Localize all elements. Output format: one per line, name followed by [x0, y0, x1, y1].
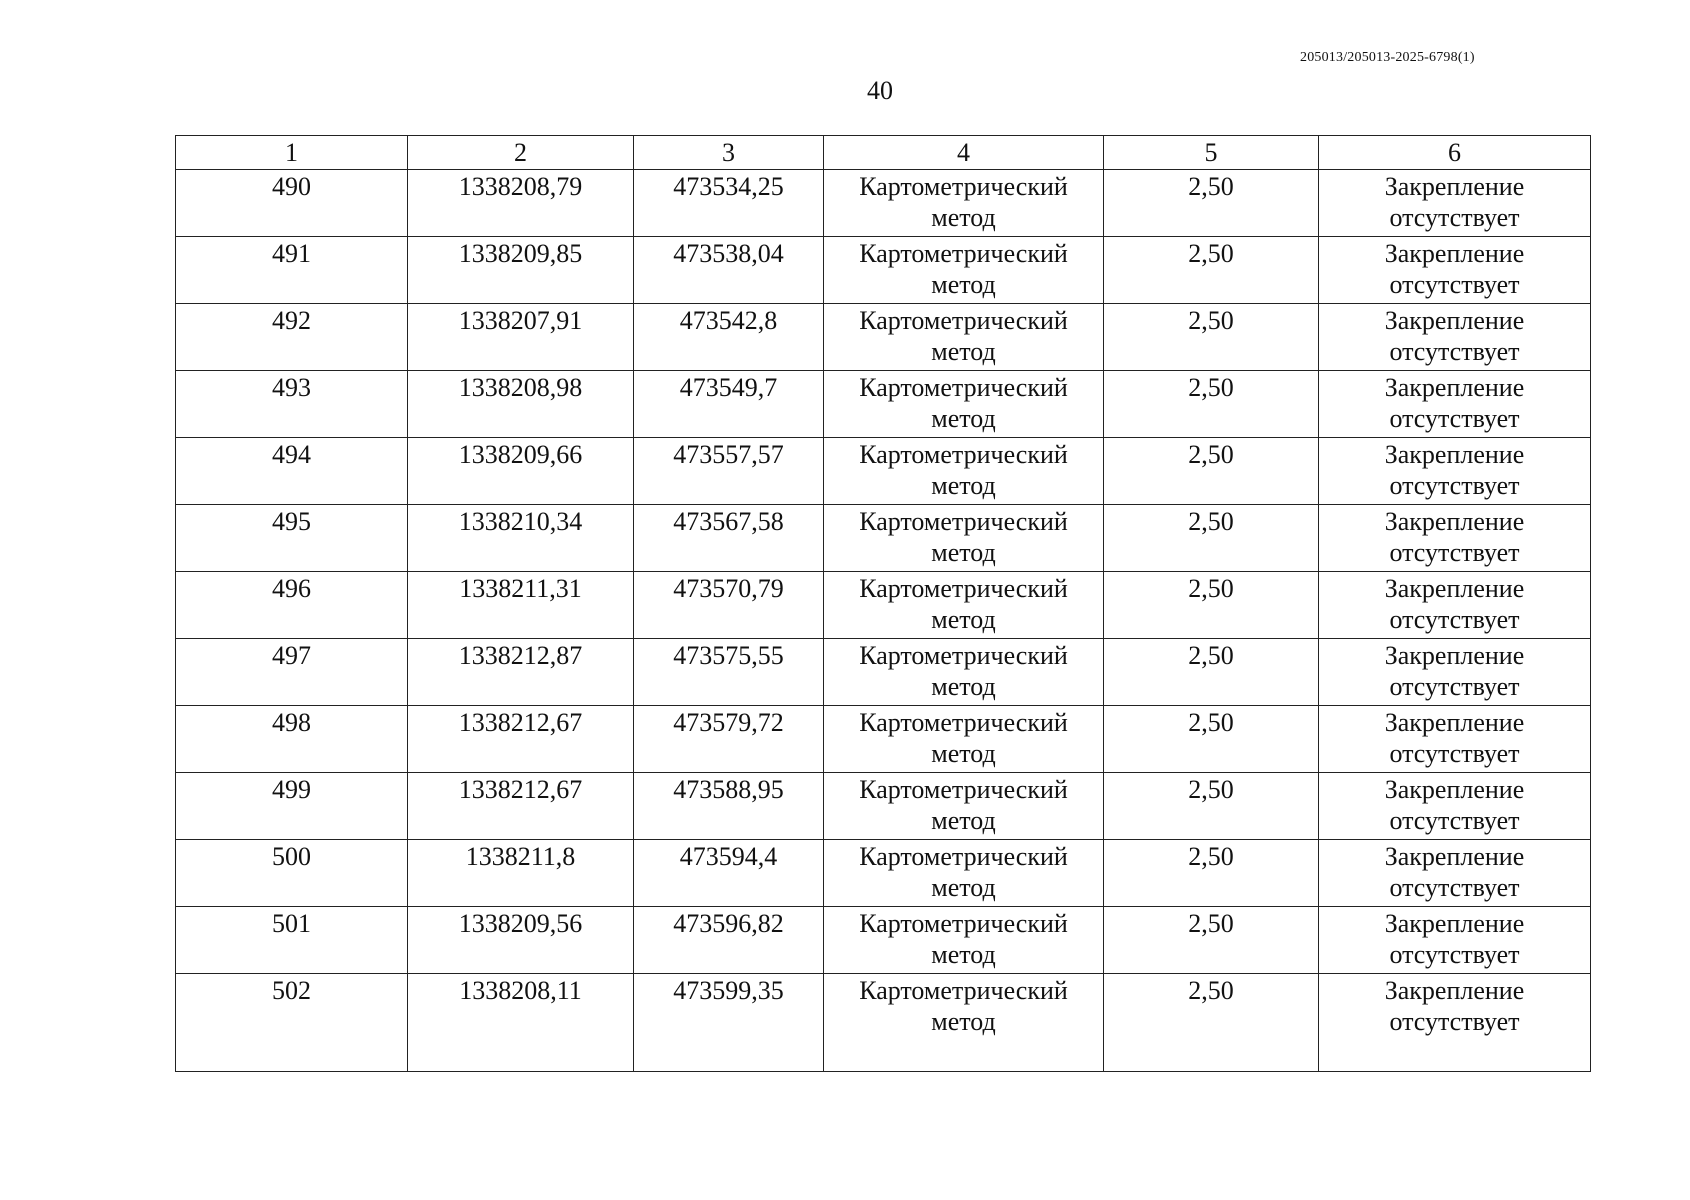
- accuracy-cell-text: 2,50: [1188, 574, 1234, 603]
- point-number-cell: [176, 639, 408, 706]
- y-coordinate-cell: [634, 170, 824, 237]
- fixing-description-cell: [1319, 371, 1591, 438]
- x-coordinate-cell-text: 1338207,91: [458, 306, 583, 335]
- method-cell: [824, 974, 1104, 1072]
- table-body: [176, 170, 1591, 1072]
- point-number-cell-text: 502: [272, 976, 311, 1005]
- point-number-cell-text: 493: [272, 373, 311, 402]
- x-coordinate-cell-text: 1338212,67: [458, 708, 583, 737]
- accuracy-cell-text: 2,50: [1188, 373, 1234, 402]
- point-number-cell: [176, 237, 408, 304]
- point-number-cell-text: 496: [272, 574, 311, 603]
- accuracy-cell: [1104, 371, 1319, 438]
- method-cell: [824, 773, 1104, 840]
- y-coordinate-cell: [634, 304, 824, 371]
- fixing-description-cell-text: Закрепление отсутствует: [1384, 909, 1525, 969]
- point-number-cell: [176, 170, 408, 237]
- fixing-description-cell-text: Закрепление отсутствует: [1384, 306, 1525, 366]
- point-number-cell-text: 495: [272, 507, 311, 536]
- point-number-cell: [176, 572, 408, 639]
- point-number-cell: [176, 304, 408, 371]
- accuracy-cell: [1104, 773, 1319, 840]
- document-id: 205013/205013-2025-6798(1): [1300, 50, 1475, 65]
- column-header: 5: [1104, 136, 1319, 170]
- point-number-cell-text: 494: [272, 440, 311, 469]
- fixing-description-cell: [1319, 304, 1591, 371]
- header-row: [176, 136, 1591, 170]
- point-number-cell-text: 500: [272, 842, 311, 871]
- column-header: 1: [176, 136, 408, 170]
- point-number-cell: [176, 438, 408, 505]
- fixing-description-cell-text: Закрепление отсутствует: [1384, 373, 1525, 433]
- fixing-description-cell: [1319, 237, 1591, 304]
- y-coordinate-cell-text: 473542,8: [679, 306, 778, 335]
- point-number-cell: [176, 505, 408, 572]
- column-header: 4: [824, 136, 1104, 170]
- method-cell-text: Картометрический метод: [859, 976, 1068, 1036]
- x-coordinate-cell-text: 1338209,85: [458, 239, 583, 268]
- accuracy-cell-text: 2,50: [1188, 708, 1234, 737]
- y-coordinate-cell: [634, 974, 824, 1072]
- point-number-cell-text: 497: [272, 641, 311, 670]
- method-cell: [824, 706, 1104, 773]
- accuracy-cell: [1104, 170, 1319, 237]
- accuracy-cell-text: 2,50: [1188, 440, 1234, 469]
- accuracy-cell: [1104, 840, 1319, 907]
- table-row: [176, 170, 1591, 237]
- accuracy-cell-text: 2,50: [1188, 507, 1234, 536]
- point-number-cell: [176, 907, 408, 974]
- table-row: [176, 840, 1591, 907]
- table-row: [176, 907, 1591, 974]
- fixing-description-cell: [1319, 773, 1591, 840]
- point-number-cell-text: 492: [272, 306, 311, 335]
- x-coordinate-cell-text: 1338208,11: [459, 976, 582, 1005]
- x-coordinate-cell: [408, 438, 634, 505]
- y-coordinate-cell: [634, 773, 824, 840]
- method-cell-text: Картометрический метод: [859, 708, 1068, 768]
- x-coordinate-cell: [408, 371, 634, 438]
- table-row: [176, 237, 1591, 304]
- accuracy-cell: [1104, 907, 1319, 974]
- y-coordinate-cell-text: 473570,79: [673, 574, 784, 603]
- y-coordinate-cell-text: 473575,55: [673, 641, 784, 670]
- accuracy-cell: [1104, 505, 1319, 572]
- method-cell: [824, 639, 1104, 706]
- method-cell-text: Картометрический метод: [859, 775, 1068, 835]
- fixing-description-cell-text: Закрепление отсутствует: [1384, 708, 1525, 768]
- x-coordinate-cell: [408, 706, 634, 773]
- x-coordinate-cell-text: 1338209,56: [458, 909, 583, 938]
- table-row: [176, 773, 1591, 840]
- x-coordinate-cell: [408, 237, 634, 304]
- method-cell-text: Картометрический метод: [859, 306, 1068, 366]
- table-row: [176, 639, 1591, 706]
- point-number-cell: [176, 371, 408, 438]
- table-header: [176, 136, 1591, 170]
- accuracy-cell: [1104, 438, 1319, 505]
- y-coordinate-cell-text: 473557,57: [673, 440, 784, 469]
- table-row: [176, 438, 1591, 505]
- y-coordinate-cell: [634, 438, 824, 505]
- y-coordinate-cell-text: 473594,4: [679, 842, 778, 871]
- y-coordinate-cell-text: 473534,25: [673, 172, 784, 201]
- fixing-description-cell: [1319, 170, 1591, 237]
- fixing-description-cell: [1319, 572, 1591, 639]
- y-coordinate-cell: [634, 371, 824, 438]
- method-cell-text: Картометрический метод: [859, 373, 1068, 433]
- method-cell: [824, 237, 1104, 304]
- method-cell-text: Картометрический метод: [859, 641, 1068, 701]
- point-number-cell: [176, 840, 408, 907]
- y-coordinate-cell-text: 473538,04: [673, 239, 784, 268]
- y-coordinate-cell-text: 473596,82: [673, 909, 784, 938]
- y-coordinate-cell: [634, 840, 824, 907]
- y-coordinate-cell: [634, 907, 824, 974]
- method-cell-text: Картометрический метод: [859, 574, 1068, 634]
- accuracy-cell-text: 2,50: [1188, 909, 1234, 938]
- y-coordinate-cell: [634, 639, 824, 706]
- fixing-description-cell-text: Закрепление отсутствует: [1384, 842, 1525, 902]
- x-coordinate-cell-text: 1338208,79: [458, 172, 583, 201]
- x-coordinate-cell-text: 1338211,8: [465, 842, 576, 871]
- accuracy-cell-text: 2,50: [1188, 306, 1234, 335]
- column-header: 2: [408, 136, 634, 170]
- fixing-description-cell: [1319, 974, 1591, 1072]
- fixing-description-cell: [1319, 639, 1591, 706]
- x-coordinate-cell-text: 1338211,31: [459, 574, 582, 603]
- x-coordinate-cell-text: 1338209,66: [458, 440, 583, 469]
- method-cell: [824, 840, 1104, 907]
- x-coordinate-cell: [408, 907, 634, 974]
- accuracy-cell: [1104, 572, 1319, 639]
- x-coordinate-cell-text: 1338210,34: [458, 507, 583, 536]
- table-row: [176, 572, 1591, 639]
- fixing-description-cell-text: Закрепление отсутствует: [1384, 641, 1525, 701]
- fixing-description-cell-text: Закрепление отсутствует: [1384, 172, 1525, 232]
- method-cell-text: Картометрический метод: [859, 440, 1068, 500]
- x-coordinate-cell: [408, 170, 634, 237]
- method-cell: [824, 572, 1104, 639]
- accuracy-cell: [1104, 706, 1319, 773]
- accuracy-cell-text: 2,50: [1188, 842, 1234, 871]
- y-coordinate-cell: [634, 706, 824, 773]
- accuracy-cell: [1104, 304, 1319, 371]
- x-coordinate-cell: [408, 304, 634, 371]
- accuracy-cell-text: 2,50: [1188, 172, 1234, 201]
- table-row: [176, 371, 1591, 438]
- point-number-cell-text: 491: [272, 239, 311, 268]
- method-cell: [824, 438, 1104, 505]
- y-coordinate-cell: [634, 572, 824, 639]
- coordinates-table: [175, 135, 1591, 1072]
- method-cell-text: Картометрический метод: [859, 842, 1068, 902]
- fixing-description-cell-text: Закрепление отсутствует: [1384, 239, 1525, 299]
- x-coordinate-cell-text: 1338208,98: [458, 373, 583, 402]
- x-coordinate-cell: [408, 974, 634, 1072]
- accuracy-cell-text: 2,50: [1188, 775, 1234, 804]
- method-cell: [824, 170, 1104, 237]
- fixing-description-cell: [1319, 706, 1591, 773]
- method-cell-text: Картометрический метод: [859, 172, 1068, 232]
- accuracy-cell-text: 2,50: [1188, 239, 1234, 268]
- point-number-cell-text: 498: [272, 708, 311, 737]
- x-coordinate-cell-text: 1338212,87: [458, 641, 583, 670]
- method-cell: [824, 371, 1104, 438]
- method-cell-text: Картометрический метод: [859, 507, 1068, 567]
- method-cell-text: Картометрический метод: [859, 239, 1068, 299]
- point-number-cell: [176, 974, 408, 1072]
- point-number-cell-text: 499: [272, 775, 311, 804]
- method-cell: [824, 304, 1104, 371]
- table-row: [176, 974, 1591, 1072]
- y-coordinate-cell-text: 473567,58: [673, 507, 784, 536]
- x-coordinate-cell: [408, 639, 634, 706]
- fixing-description-cell: [1319, 907, 1591, 974]
- fixing-description-cell-text: Закрепление отсутствует: [1384, 976, 1525, 1036]
- accuracy-cell: [1104, 639, 1319, 706]
- method-cell: [824, 907, 1104, 974]
- fixing-description-cell: [1319, 438, 1591, 505]
- y-coordinate-cell-text: 473549,7: [679, 373, 778, 402]
- y-coordinate-cell: [634, 237, 824, 304]
- fixing-description-cell-text: Закрепление отсутствует: [1384, 440, 1525, 500]
- y-coordinate-cell: [634, 505, 824, 572]
- table-row: [176, 706, 1591, 773]
- fixing-description-cell-text: Закрепление отсутствует: [1384, 574, 1525, 634]
- point-number-cell-text: 501: [272, 909, 311, 938]
- fixing-description-cell-text: Закрепление отсутствует: [1384, 507, 1525, 567]
- table-row: [176, 505, 1591, 572]
- x-coordinate-cell: [408, 505, 634, 572]
- method-cell-text: Картометрический метод: [859, 909, 1068, 969]
- fixing-description-cell-text: Закрепление отсутствует: [1384, 775, 1525, 835]
- accuracy-cell: [1104, 237, 1319, 304]
- page-number: 40: [867, 76, 893, 105]
- x-coordinate-cell: [408, 840, 634, 907]
- column-header: 3: [634, 136, 824, 170]
- y-coordinate-cell-text: 473579,72: [673, 708, 784, 737]
- fixing-description-cell: [1319, 840, 1591, 907]
- fixing-description-cell: [1319, 505, 1591, 572]
- point-number-cell: [176, 706, 408, 773]
- column-header: 6: [1319, 136, 1591, 170]
- x-coordinate-cell: [408, 773, 634, 840]
- table-row: [176, 304, 1591, 371]
- x-coordinate-cell: [408, 572, 634, 639]
- point-number-cell-text: 490: [272, 172, 311, 201]
- method-cell: [824, 505, 1104, 572]
- accuracy-cell-text: 2,50: [1188, 976, 1234, 1005]
- accuracy-cell-text: 2,50: [1188, 641, 1234, 670]
- x-coordinate-cell-text: 1338212,67: [458, 775, 583, 804]
- y-coordinate-cell-text: 473588,95: [673, 775, 784, 804]
- point-number-cell: [176, 773, 408, 840]
- y-coordinate-cell-text: 473599,35: [673, 976, 784, 1005]
- accuracy-cell: [1104, 974, 1319, 1072]
